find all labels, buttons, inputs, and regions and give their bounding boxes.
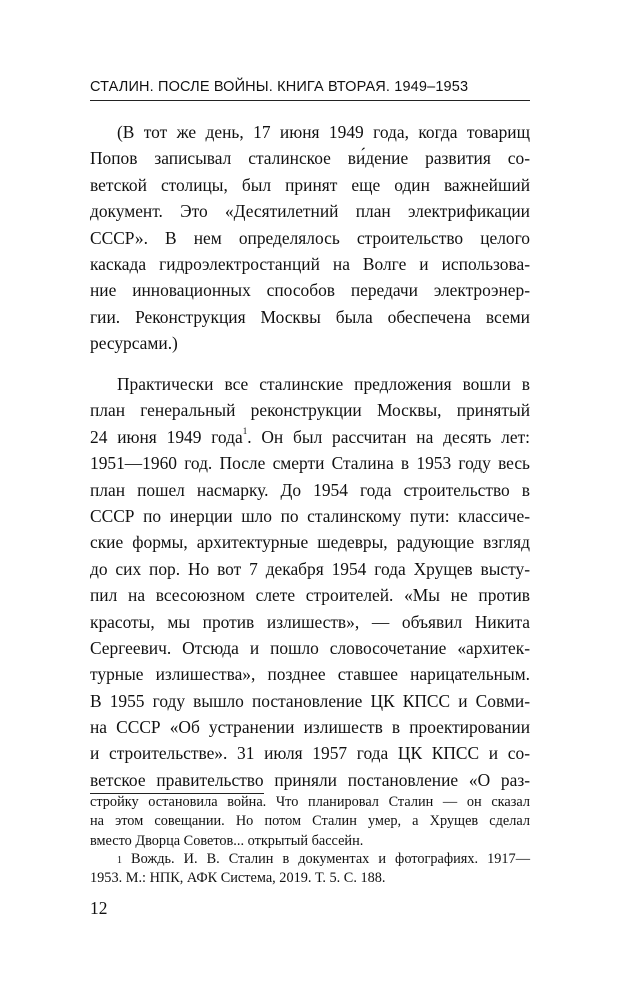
text-line: до сих пор. Но вот 7 декабря 1954 года Хрущев высту- xyxy=(90,558,530,579)
text-line: на СССР «Об устранении излишеств в проектировании xyxy=(90,717,530,738)
footnote-line: 1953. М.: НПК, АФК Система, 2019. Т. 5. С. 188. xyxy=(90,870,386,887)
paragraph-1 xyxy=(90,119,530,357)
text-line-with-footnote-ref xyxy=(90,424,530,450)
text-line: 1951—1960 год. После смерти Сталина в 1953 году весь xyxy=(90,453,530,474)
text-line: ветской столицы, был принят еще один важнейший xyxy=(90,174,530,195)
text-line: пил на всесоюзном слете строителей. «Мы не против xyxy=(90,585,530,606)
text-line: каскада гидроэлектростанций на Волге и использова- xyxy=(90,253,530,274)
text-line: план пошел насмарку. До 1954 года строительство в xyxy=(90,479,530,500)
text-line: Практически все сталинские предложения вошли в xyxy=(117,374,530,394)
text-line: СССР по инерции шло по сталинскому пути: классиче- xyxy=(90,505,530,526)
text-line: СССР». В нем определялось строительство целого xyxy=(90,227,530,248)
text-line: красоты, мы против излишеств», — объявил Никита xyxy=(90,611,530,632)
header-rule xyxy=(90,100,530,101)
text-segment: . Он был рассчитан на десять лет: xyxy=(247,426,530,447)
footnote-1 xyxy=(90,850,530,889)
text-line: турные излишества», позднее ставшее нарицательным. xyxy=(90,664,530,685)
footnote-line: стройку остановила война. Что планировал Сталин — он сказал xyxy=(90,794,530,810)
text-line: (В тот же день, 17 июня 1949 года, когда товарищ xyxy=(117,122,530,142)
text-line: гии. Реконструкция Москвы была обеспечена всеми xyxy=(90,306,530,327)
text-line: ские формы, архитектурные шедевры, радующие взгляд xyxy=(90,532,530,553)
footnote-line: вместо Дворца Советов... открытый бассейн. xyxy=(90,832,364,849)
page-number: 12 xyxy=(90,898,108,918)
footnote-line: на этом совещании. Но потом Сталин умер, а Хрущев сделал xyxy=(90,813,530,830)
text-segment: 24 июня 1949 года xyxy=(90,426,243,447)
text-line: Попов записывал сталинское ви́дение развития со- xyxy=(90,148,530,169)
running-header: СТАЛИН. ПОСЛЕ ВОЙНЫ. КНИГА ВТОРАЯ. 1949–1953 xyxy=(90,79,469,95)
text-line: ние инновационных способов передачи электроэнер- xyxy=(90,280,530,301)
footnote-text: Вождь. И. В. Сталин в документах и фотографиях. 1917— xyxy=(131,851,530,867)
footnote-number: 1 xyxy=(117,855,122,866)
text-line: документ. Это «Десятилетний план электрификации xyxy=(90,201,530,222)
footnote-continuation xyxy=(90,793,530,851)
paragraph-2 xyxy=(90,371,530,793)
text-line: Сергеевич. Отсюда и пошло словосочетание «архитек- xyxy=(90,637,530,658)
text-line: план генеральный реконструкции Москвы, принятый xyxy=(90,400,530,421)
footnote-line xyxy=(90,850,530,869)
text-line: и строительстве». 31 июля 1957 года ЦК КПСС и со- xyxy=(90,743,530,764)
footnote-reference: 1 xyxy=(242,425,248,436)
text-line: В 1955 году вышло постановление ЦК КПСС и Совми- xyxy=(90,690,530,711)
text-line: ресурсами.) xyxy=(90,333,178,354)
text-line: ветское правительство приняли постановление «О раз- xyxy=(90,769,530,790)
